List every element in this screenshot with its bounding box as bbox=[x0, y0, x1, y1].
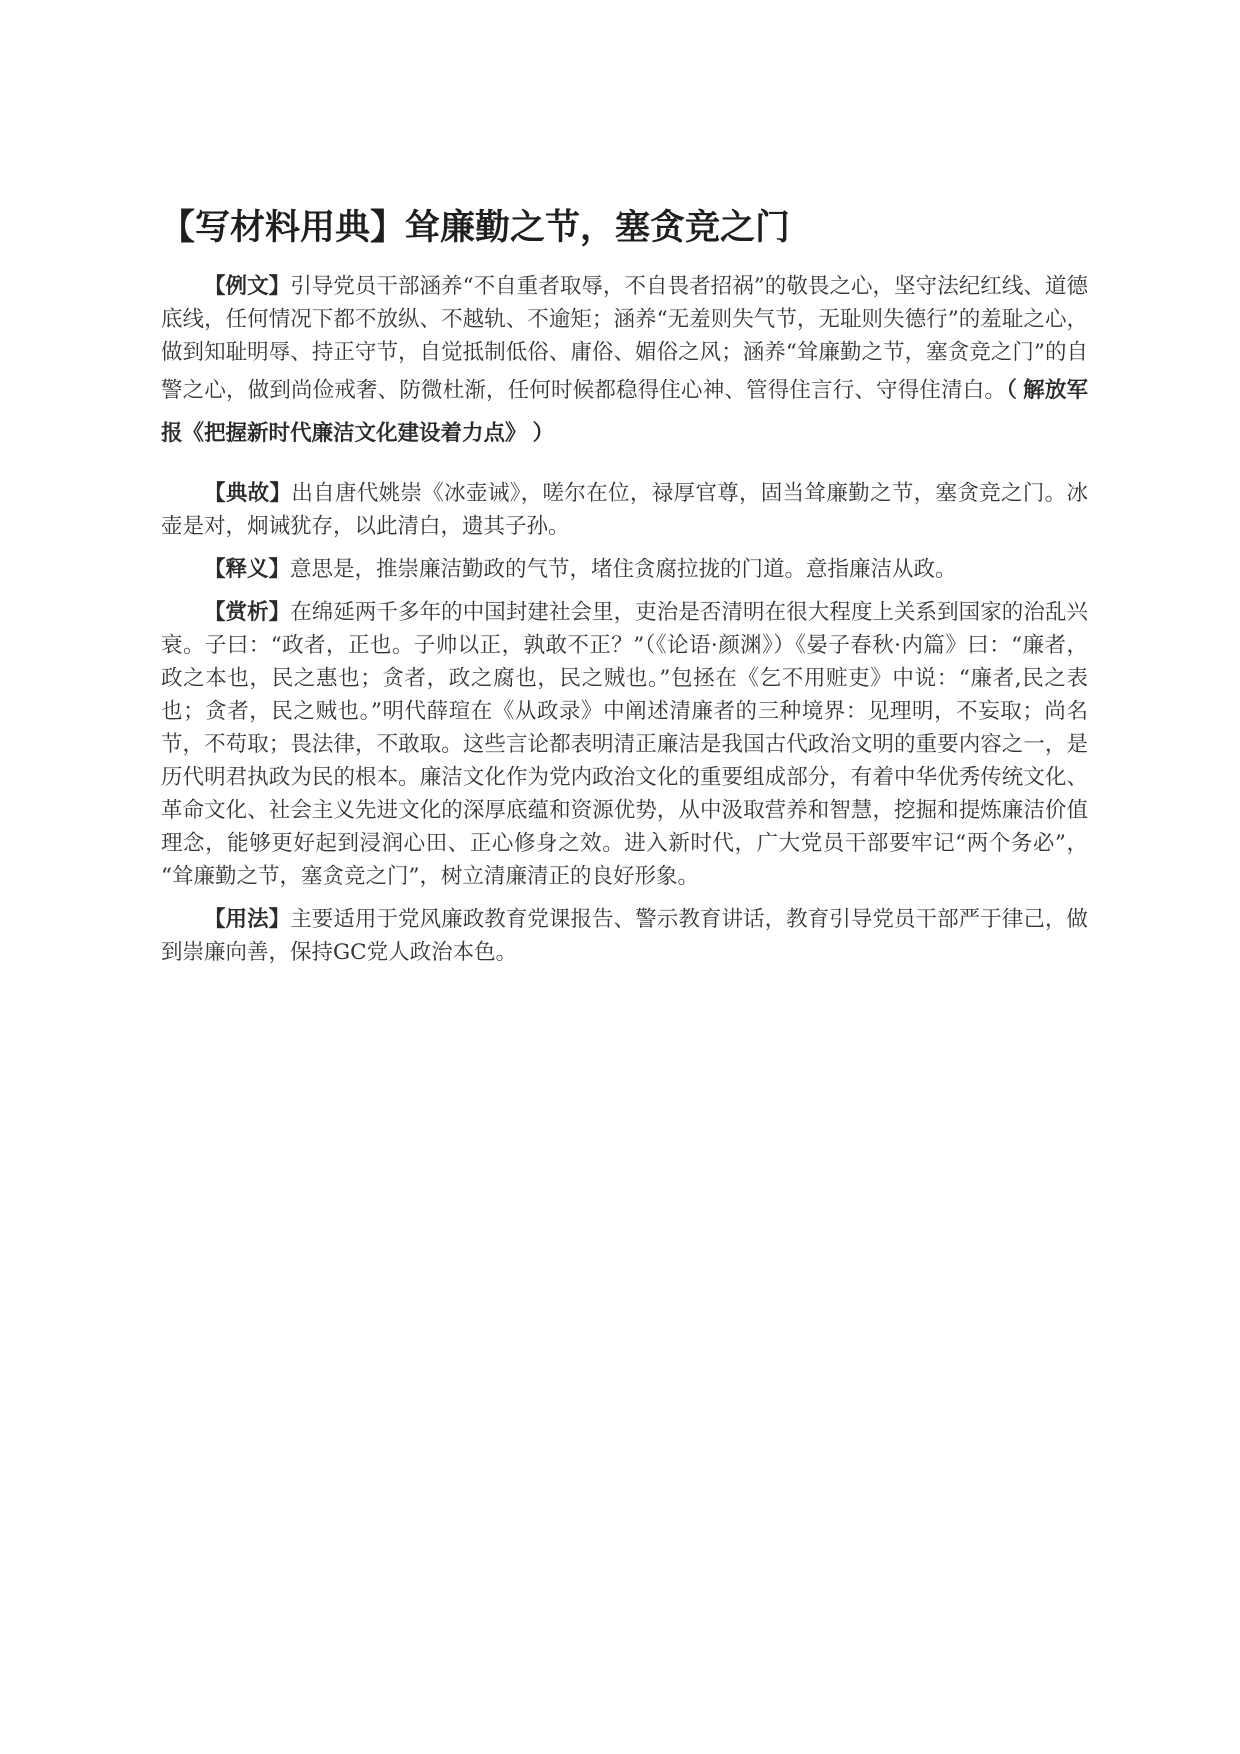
usage-tag: 【用法】 bbox=[204, 907, 291, 931]
meaning-text: 意思是，推崇廉洁勤政的气节，堵住贪腐拉拢的门道。意指廉洁从政。 bbox=[290, 557, 957, 582]
document-title: 【写材料用典】耸廉勤之节，塞贪竞之门 bbox=[160, 208, 791, 247]
meaning-paragraph bbox=[161, 553, 1088, 586]
allusion-paragraph bbox=[161, 477, 1088, 543]
example-source: （ 解放军报《把握新时代廉洁文化建设着力点》 ） bbox=[161, 378, 1088, 445]
document-body bbox=[161, 270, 1088, 979]
usage-paragraph bbox=[161, 903, 1088, 969]
example-tag: 【例文】 bbox=[204, 274, 291, 298]
appreciation-text: 在绵延两千多年的中国封建社会里，吏治是否清明在很大程度上关系到国家的治乱兴衰。子曰：“政者，正也。子帅以正，孰敢不正？”（《论语·颜渊》）《晏子春秋·内篇》曰：“廉者，政之本也，民之惠也；贪者，政之腐也，民之贼也。”包拯在《乞不用赃吏》中说：“廉者,民之表也；贪者，民之贼也。”明代薛瑄在《从政录》中阐述清廉者的三种境界：见理明，不妄取；尚名节，不苟取；畏法律，不敢取。这些言论都表明清正廉洁是我国古代政治文明的重要内容之一，是历代明君执政为民的根本。廉洁文化作为党内政治文化的重要组成部分，有着中华优秀传统文化、革命文化、社会主义先进文化的深厚底蕴和资源优势，从中汲取营养和智慧，挖掘和提炼廉洁价值理念，能够更好起到浸润心田、正心修身之效。进入新时代，广大党员干部要牢记“两个务必”， “耸廉勤之节，塞贪竞之门”，树立清廉清正的良好形象。 bbox=[161, 600, 1088, 889]
example-text: 引导党员干部涵养“不自重者取辱，不自畏者招祸”的敬畏之心，坚守法纪红线、道德底线，任何情况下都不放纵、不越轨、不逾矩；涵养“无羞则失气节，无耻则失德行”的羞耻之心，做到知耻明辱、持正守节，自觉抵制低俗、庸俗、媚俗之风；涵养“耸廉勤之节，塞贪竞之门”的自警之心，做到尚俭戒奢、防微杜渐，任何时候都稳得住心神、管得住言行、守得住清白。 bbox=[161, 274, 1088, 403]
example-paragraph bbox=[161, 270, 1088, 455]
meaning-tag: 【释义】 bbox=[204, 557, 291, 581]
appreciation-paragraph bbox=[161, 596, 1088, 893]
allusion-tag: 【典故】 bbox=[204, 481, 292, 505]
appreciation-tag: 【赏析】 bbox=[204, 600, 291, 624]
usage-text: 主要适用于党风廉政教育党课报告、警示教育讲话，教育引导党员干部严于律己，做到崇廉向善，保持GC党人政治本色。 bbox=[161, 907, 1088, 965]
allusion-text: 出自唐代姚崇《冰壶诫》，嗟尔在位，禄厚官尊，固当耸廉勤之节，塞贪竞之门。冰壶是对，炯诫犹存，以此清白，遗其子孙。 bbox=[161, 481, 1088, 539]
